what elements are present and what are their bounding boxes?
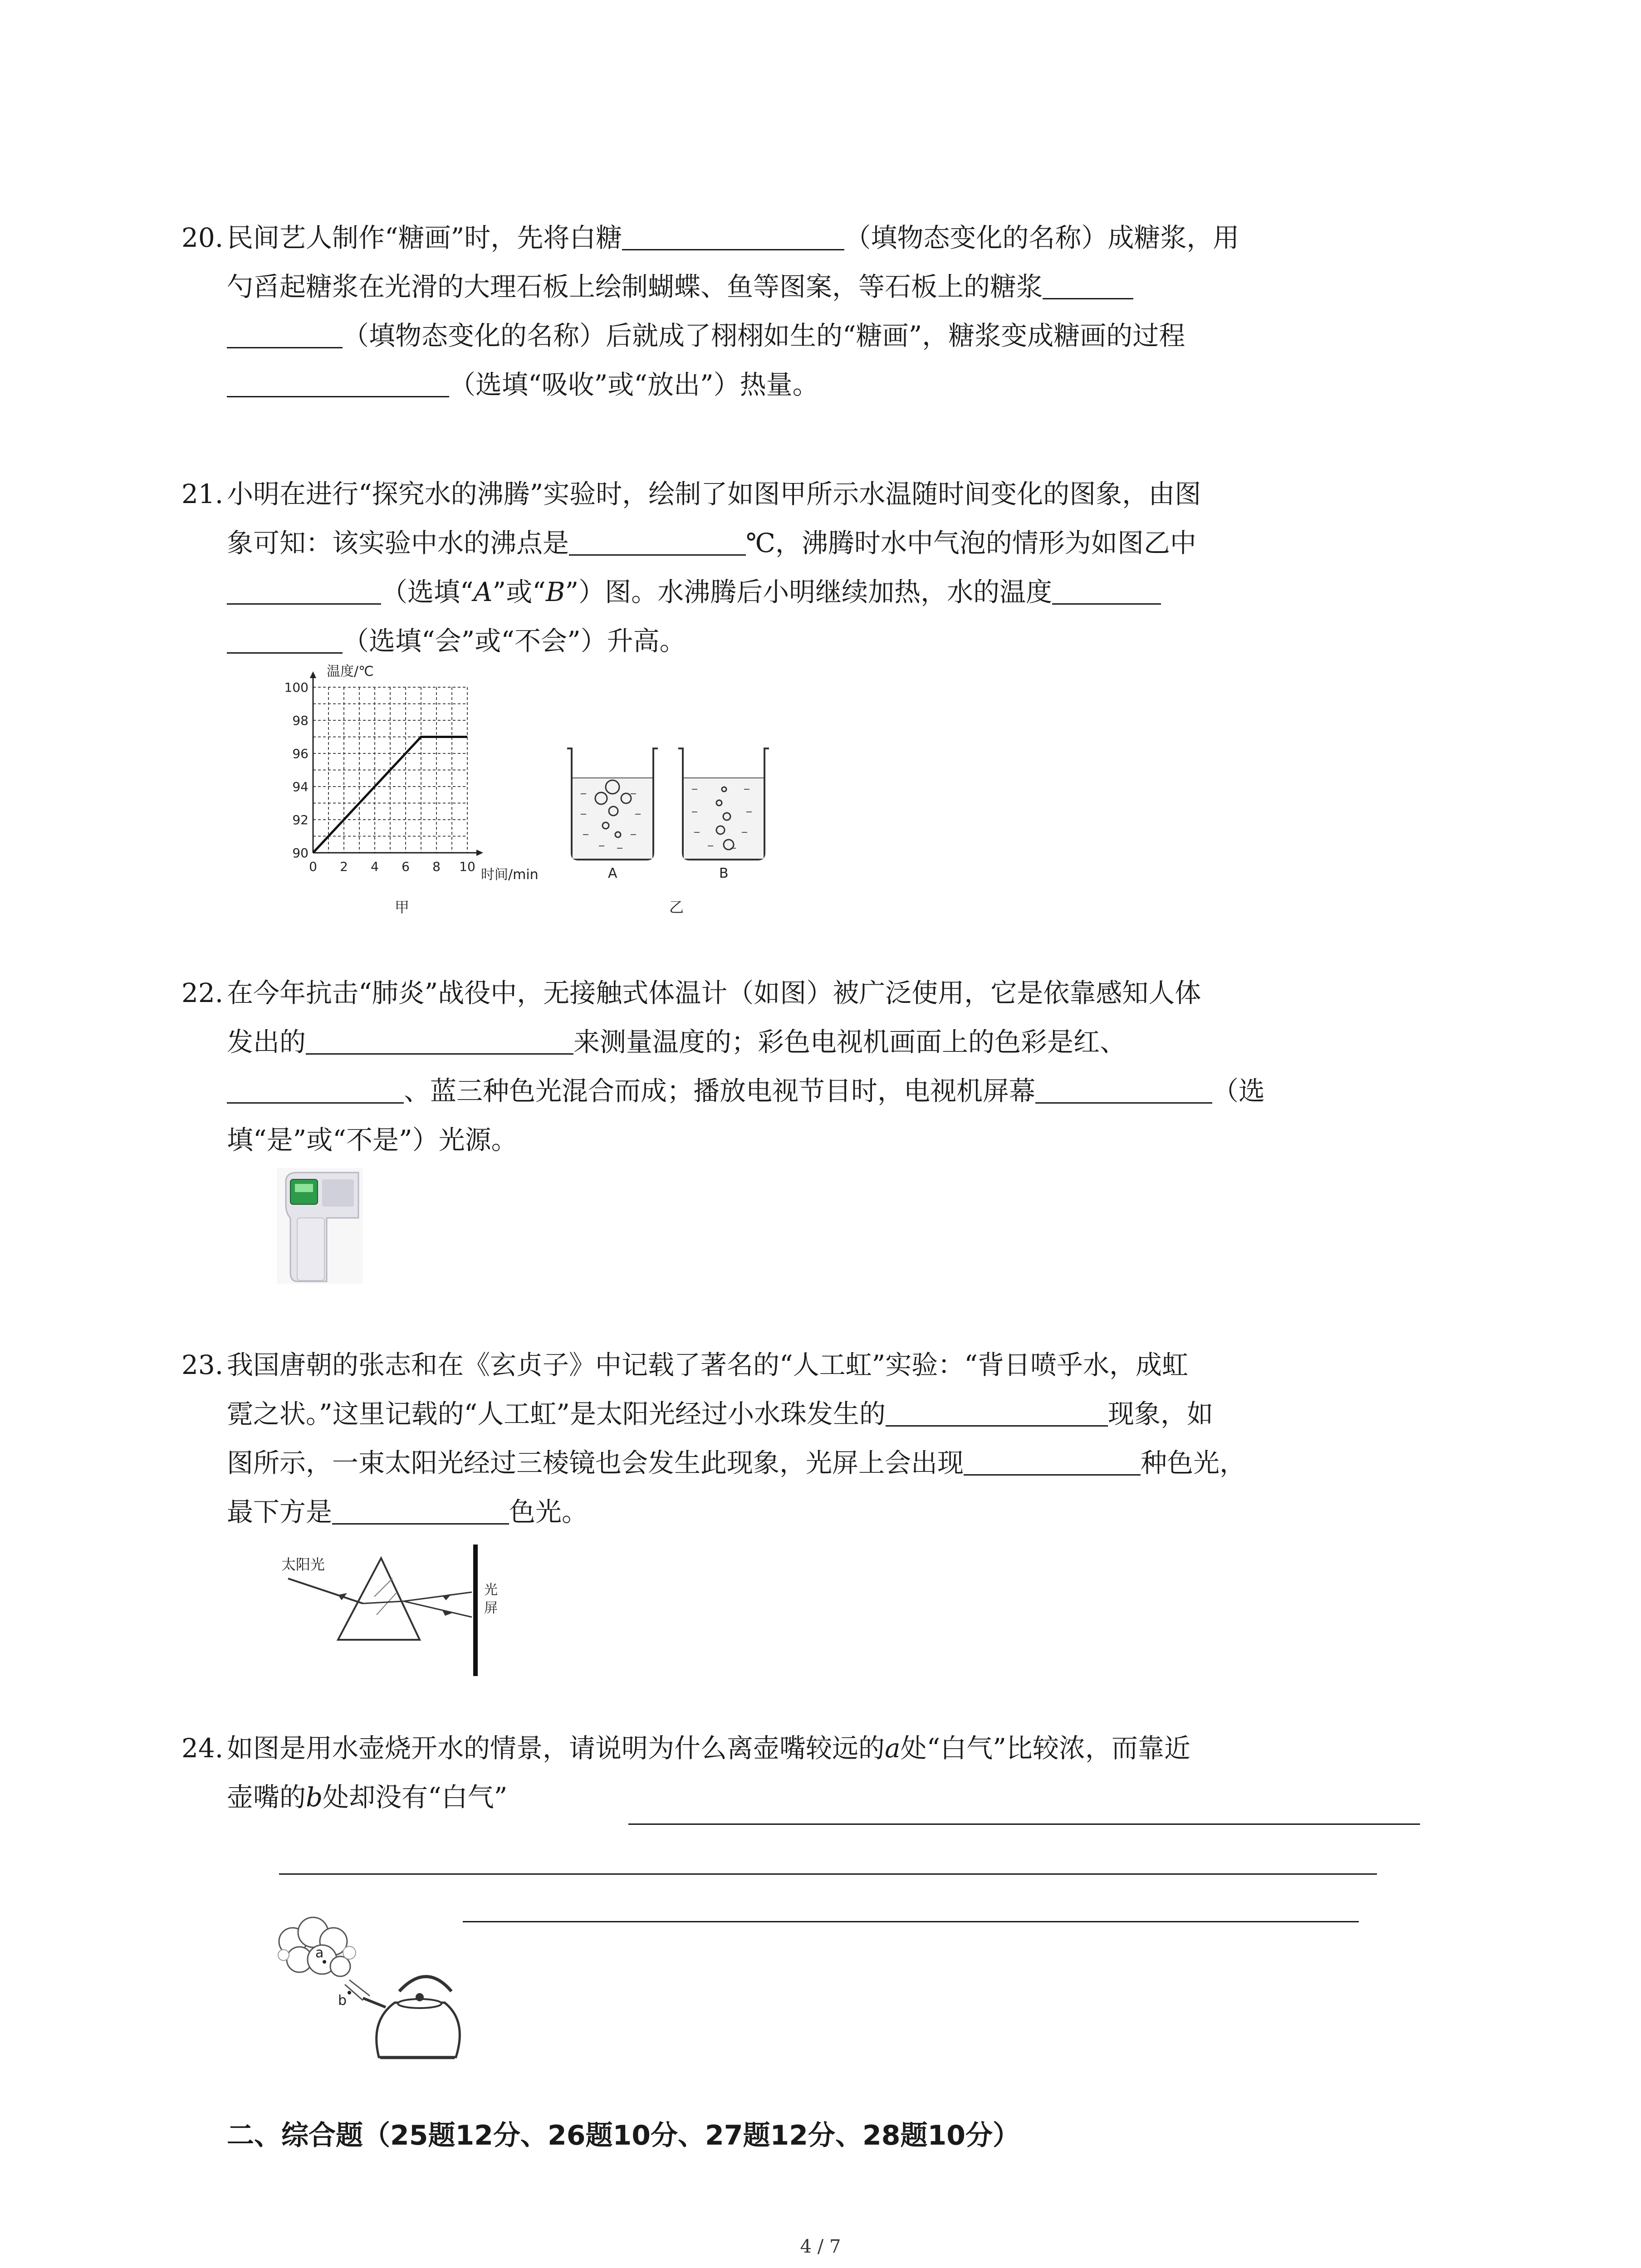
question-text: （填物态变化的名称）后就成了栩栩如生的“糖画”，糖浆变成糖画的过程: [343, 320, 1185, 351]
screen-label-1: 光: [484, 1582, 498, 1598]
answer-blank[interactable]: [886, 1397, 1108, 1427]
y-axis-arrow: [310, 671, 316, 678]
answer-blank[interactable]: [622, 221, 844, 250]
beaker-b: [678, 748, 769, 860]
question-text: （填物态变化的名称）成糖浆，用: [844, 222, 1239, 253]
y-tick-label: 96: [292, 746, 309, 761]
y-tick-label: 100: [284, 680, 309, 695]
beakers-figure: [563, 739, 780, 885]
question-text: 壶嘴的: [227, 1782, 306, 1813]
answer-blank[interactable]: [306, 1025, 573, 1055]
question-text: 、蓝三种色光混合而成；播放电视节目时，电视机屏幕: [404, 1075, 1036, 1106]
answer-blank[interactable]: [227, 368, 449, 397]
answer-blank[interactable]: [227, 624, 343, 654]
x-tick-label: 0: [309, 859, 317, 874]
answer-blank[interactable]: [227, 319, 343, 348]
y-tick-label: 90: [292, 846, 309, 860]
answer-blank[interactable]: [332, 1495, 509, 1525]
question-text: （选填“会”或“不会”）升高。: [343, 626, 686, 656]
question-text: 色光。: [509, 1496, 588, 1527]
beaker-b-label: B: [719, 865, 729, 881]
question-text: 霓之状。”这里记载的“人工虹”是太阳光经过小水珠发生的: [227, 1398, 886, 1429]
question-text: 如图是用水壶烧开水的情景，请说明为什么离壶嘴较远的: [227, 1733, 885, 1764]
x-tick-label: 8: [432, 859, 441, 874]
answer-blank[interactable]: [569, 526, 746, 556]
answer-line[interactable]: [279, 1873, 1377, 1875]
question-22: [181, 968, 1443, 1164]
question-text: 处却没有“白气”: [323, 1782, 508, 1813]
x-tick-label: 10: [459, 859, 475, 874]
question-text: 种色光，: [1141, 1447, 1246, 1478]
page-number: 4 / 7: [800, 2236, 841, 2257]
answer-blank[interactable]: [1052, 575, 1161, 605]
question-text: 小明在进行“探究水的沸腾”实验时，绘制了如图甲所示水温随时间变化的图象，由图: [227, 479, 1201, 509]
answer-blank[interactable]: [964, 1446, 1141, 1476]
question-text: 最下方是: [227, 1496, 333, 1527]
question-text: 发出的: [227, 1026, 306, 1057]
question-number: 22.: [181, 978, 224, 1008]
question-text: 在今年抗击“肺炎”战役中，无接触式体温计（如图）被广泛使用，它是依靠感知人体: [227, 978, 1201, 1008]
question-24: 24. 如图是用水壶烧开水的情景，请说明为什么离壶嘴较远的a处“白气”比较浓，而靠近 壶嘴的b处却没有“白气”: [227, 1724, 1443, 1822]
sunlight-label: 太阳光: [281, 1556, 325, 1573]
answer-blank[interactable]: [227, 1074, 404, 1104]
question-number: 21.: [181, 479, 224, 509]
question-text: 现象，如: [1107, 1398, 1213, 1429]
point-b-label: b: [338, 1993, 347, 2009]
question-number: 20.: [181, 222, 224, 253]
y-tick-label: 98: [292, 713, 309, 728]
question-text: 图所示，一束太阳光经过三棱镜也会发生此现象，光屏上会出现: [227, 1447, 964, 1478]
screen-label-2: 屏: [484, 1600, 498, 1616]
x-tick-label: 2: [340, 859, 348, 874]
y-axis-label: 温度/℃: [327, 664, 374, 679]
beaker-a-label: A: [608, 865, 617, 881]
figure-caption-jia: 甲: [395, 899, 410, 916]
question-text: 处“白气”比较浓，而靠近: [900, 1733, 1190, 1764]
question-21: 21. 小明在进行“探究水的沸腾”实验时，绘制了如图甲所示水温随时间变化的图象，由图 象可知：该实验中水的沸点是 ℃，沸腾时水中气泡的情形为如图乙中 （选填“A”或“B”）图。水沸腾后小明继续加热，水的温度 （选填“会”或“不会”）升高。: [227, 469, 1443, 665]
answer-line[interactable]: [628, 1823, 1420, 1825]
x-tick-label: 6: [402, 859, 410, 874]
beaker-a: [567, 748, 658, 860]
kettle-figure: [272, 1916, 463, 2066]
question-text: 来测量温度的；彩色电视机画面上的色彩是红、: [573, 1026, 1127, 1057]
question-number: 24.: [181, 1733, 224, 1764]
question-20: [181, 213, 1443, 409]
question-23: [181, 1340, 1443, 1536]
question-text: （选: [1212, 1075, 1265, 1106]
question-text: ℃，沸腾时水中气泡的情形为如图乙中: [746, 528, 1196, 558]
x-axis-label: 时间/min: [481, 867, 539, 883]
answer-blank[interactable]: [227, 575, 381, 605]
y-tick-label: 94: [292, 779, 309, 794]
y-tick-label: 92: [292, 812, 309, 827]
question-text: 象可知：该实验中水的沸点是: [227, 528, 569, 558]
question-text: （选填“吸收”或“放出”）热量。: [449, 369, 819, 400]
question-text: 我国唐朝的张志和在《玄贞子》中记载了著名的“人工虹”实验：“背日喷乎水，成虹: [227, 1349, 1188, 1380]
prism-figure: [279, 1542, 533, 1678]
answer-blank[interactable]: [1043, 270, 1133, 299]
question-number: 23.: [181, 1349, 224, 1380]
answer-line[interactable]: [463, 1921, 1359, 1922]
x-tick-label: 4: [371, 859, 379, 874]
answer-blank[interactable]: [1035, 1074, 1212, 1104]
boiling-chart: [254, 662, 572, 898]
question-text: 勺舀起糖浆在光滑的大理石板上绘制蝴蝶、鱼等图案，等石板上的糖浆: [227, 271, 1043, 302]
infrared-thermometer-image: [277, 1168, 363, 1284]
x-axis-arrow: [476, 850, 483, 856]
question-text: 填“是”或“不是”）光源。: [227, 1124, 518, 1155]
section-heading: 二、综合题（25题12分、26题10分、27题12分、28题10分）: [227, 2120, 1020, 2151]
figure-caption-yi: 乙: [669, 899, 684, 916]
point-a-label: a: [315, 1945, 324, 1961]
question-text: 民间艺人制作“糖画”时，先将白糖: [227, 222, 622, 253]
